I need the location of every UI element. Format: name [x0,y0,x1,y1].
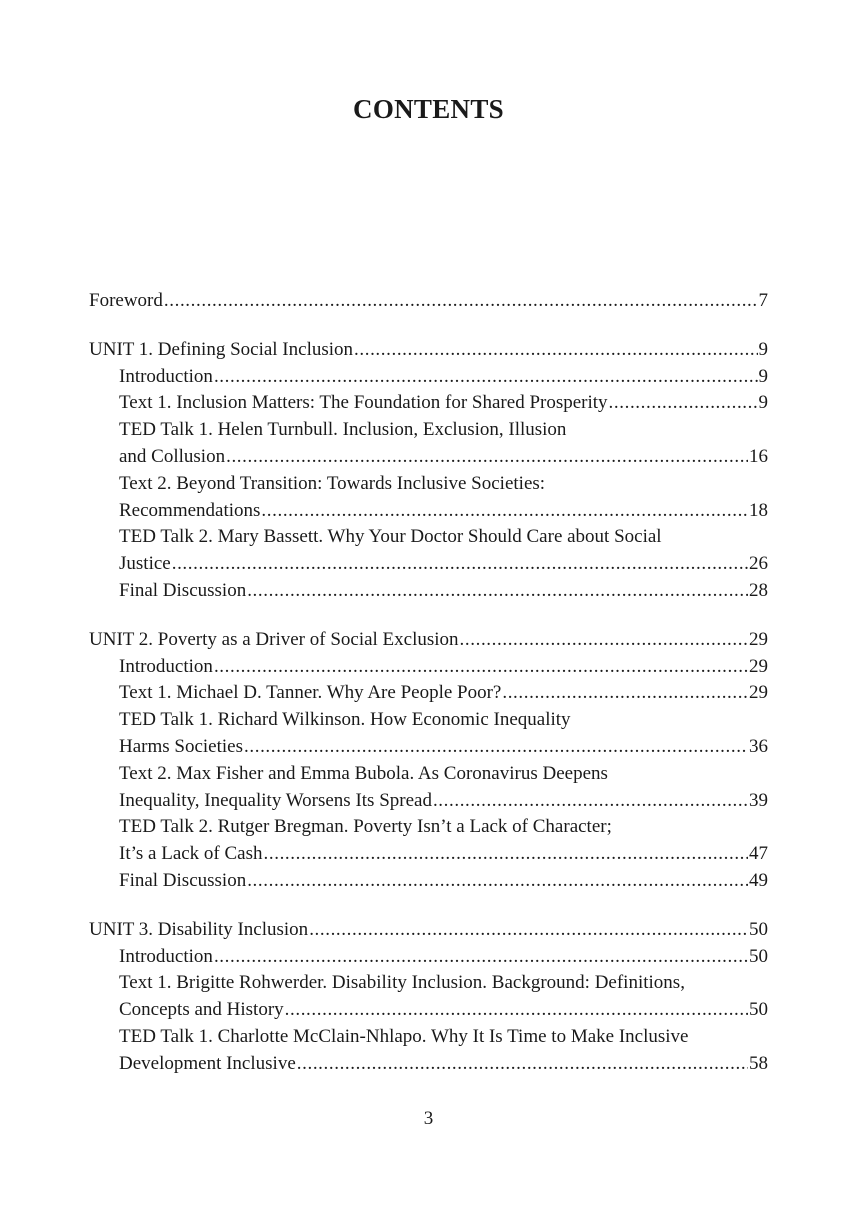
toc-entry[interactable] [89,654,768,681]
entry-page: 50 [749,945,768,967]
dot-leader [609,390,758,417]
toc-unit-heading[interactable] [89,917,768,944]
page-title: CONTENTS [353,94,504,124]
entry-title: UNIT 2. Poverty as a Driver of Social Exclusion [89,628,459,650]
toc-entry[interactable] [89,578,768,605]
toc-foreword-group [89,288,768,315]
entry-page: 9 [758,392,768,414]
toc-entry[interactable] [89,814,768,868]
entry-page: 29 [749,655,768,677]
entry-title-line: TED Talk 1. Charlotte McClain-Nhlapo. Why It Is Time to Make Inclusive [119,1025,689,1047]
table-of-contents [89,288,768,1100]
toc-unit-heading[interactable] [89,337,768,364]
entry-title-line: Text 2. Beyond Transition: Towards Inclusive Societies: [119,472,546,494]
dot-leader [214,944,748,971]
entry-title: Justice [119,553,171,575]
dot-leader [164,288,758,315]
entry-title: UNIT 3. Disability Inclusion [89,918,309,940]
dot-leader [297,1051,748,1078]
entry-last-line[interactable] [119,1051,768,1078]
entry-page: 16 [749,445,768,467]
toc-unit-2 [89,627,768,895]
entry-title: Development Inclusive [119,1052,296,1074]
entry-title: Foreword [89,290,163,311]
entry-page: 47 [749,843,768,865]
dot-leader [354,337,757,364]
entry-page: 9 [758,365,768,387]
entry-page: 58 [749,1052,768,1074]
entry-title: and Collusion [119,445,226,467]
entry-title-line: TED Talk 2. Mary Bassett. Why Your Doctor Should Care about Social [119,526,662,548]
entry-title: Concepts and History [119,999,284,1021]
toc-entry[interactable] [89,417,768,471]
dot-leader [502,680,748,707]
entry-title-line: Text 1. Brigitte Rohwerder. Disability Inclusion. Background: Definitions, [119,972,685,994]
entry-title-line: Text 2. Max Fisher and Emma Bubola. As Coronavirus Deepens [119,762,608,784]
dot-leader [433,788,748,815]
dot-leader [214,654,748,681]
toc-unit-1 [89,337,768,605]
toc-entry[interactable] [89,970,768,1024]
entry-title-line: TED Talk 1. Richard Wilkinson. How Economic Inequality [119,709,571,731]
entry-title: Inequality, Inequality Worsens Its Spread [119,789,432,811]
dot-leader [309,917,748,944]
dot-leader [247,578,748,605]
toc-unit-3 [89,917,768,1078]
entry-page: 7 [758,290,768,311]
dot-leader [460,627,748,654]
entry-title: Introduction [119,655,213,677]
entry-page: 26 [749,553,768,575]
toc-entry[interactable] [89,761,768,815]
entry-last-line[interactable] [119,734,768,761]
toc-units [89,337,768,1078]
toc-entry-foreword[interactable] [89,288,768,315]
dot-leader [285,997,748,1024]
dot-leader [247,868,748,895]
toc-entry[interactable] [89,390,768,417]
entry-title: UNIT 1. Defining Social Inclusion [89,338,354,360]
dot-leader [226,444,748,471]
toc-entry[interactable] [89,868,768,895]
entry-title: It’s a Lack of Cash [119,843,263,865]
entry-page: 28 [749,579,768,601]
entry-title: Text 1. Michael D. Tanner. Why Are People Poor? [119,682,502,704]
entry-title: Final Discussion [119,579,247,601]
entry-last-line[interactable] [119,997,768,1024]
toc-entry[interactable] [89,1024,768,1078]
dot-leader [172,551,748,578]
entry-last-line[interactable] [119,444,768,471]
entry-page: 29 [749,628,768,650]
entry-last-line[interactable] [119,498,768,525]
entry-title-line: TED Talk 1. Helen Turnbull. Inclusion, Exclusion, Illusion [119,419,567,441]
entry-last-line[interactable] [119,788,768,815]
entry-page: 9 [758,338,768,360]
entry-page: 18 [749,499,768,521]
entry-title-line: TED Talk 2. Rutger Bregman. Poverty Isn’t a Lack of Character; [119,816,612,838]
toc-entry[interactable] [89,680,768,707]
entry-page: 36 [749,735,768,757]
entry-last-line[interactable] [119,841,768,868]
toc-unit-heading[interactable] [89,627,768,654]
page-number: 3 [423,1108,434,1129]
entry-title: Recommendations [119,499,261,521]
dot-leader [264,841,748,868]
entry-page: 50 [749,999,768,1021]
dot-leader [261,498,748,525]
toc-entry[interactable] [89,364,768,391]
entry-page: 50 [749,918,768,940]
dot-leader [244,734,748,761]
entry-title: Text 1. Inclusion Matters: The Foundation for Shared Prosperity [119,392,608,414]
entry-page: 39 [749,789,768,811]
entry-page: 49 [749,869,768,891]
entry-page: 29 [749,682,768,704]
dot-leader [214,364,758,391]
toc-entry[interactable] [89,524,768,578]
entry-title: Final Discussion [119,869,247,891]
entry-title: Introduction [119,365,213,387]
toc-entry[interactable] [89,471,768,525]
entry-title: Harms Societies [119,735,244,757]
toc-entry[interactable] [89,707,768,761]
toc-entry[interactable] [89,944,768,971]
entry-last-line[interactable] [119,551,768,578]
entry-title: Introduction [119,945,213,967]
